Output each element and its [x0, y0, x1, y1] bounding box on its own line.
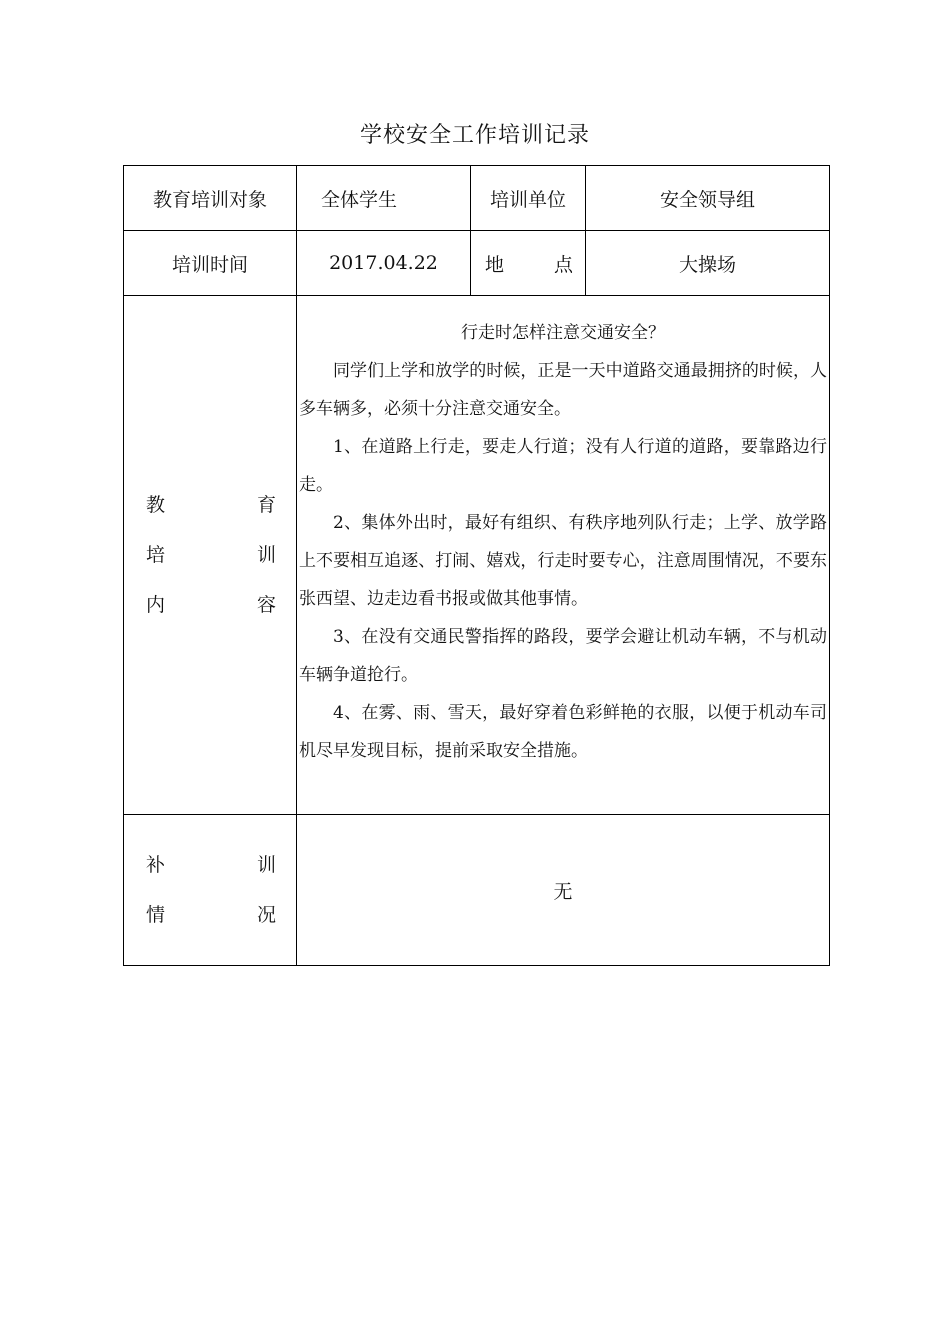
training-time-label: 培训时间	[124, 231, 297, 296]
content-paragraph: 3、在没有交通民警指挥的路段，要学会避让机动车辆，不与机动车辆争道抢行。	[299, 627, 827, 685]
content-paragraph: 4、在雾、雨、雪天，最好穿着色彩鲜艳的衣服，以便于机动车司机尽早发现目标，提前采取安全措施。	[299, 703, 827, 761]
location-value: 大操场	[586, 231, 830, 296]
training-unit-label: 培训单位	[471, 166, 586, 231]
content-paragraph: 1、在道路上行走，要走人行道；没有人行道的道路，要靠路边行走。	[299, 437, 827, 495]
content-label: 教 育 培 训 内 容	[124, 296, 297, 815]
content-heading: 行走时怎样注意交通安全？	[461, 323, 665, 343]
location-label-char: 点	[553, 253, 573, 276]
table-row	[124, 296, 830, 815]
training-unit-value: 安全领导组	[586, 166, 830, 231]
content-paragraph: 2、集体外出时，最好有组织、有秩序地列队行走；上学、放学路上不要相互追逐、打闹、嬉戏，行走时要专心，注意周围情况，不要东张西望、边走边看书报或做其他事情。	[299, 513, 827, 609]
training-record-table	[123, 165, 830, 966]
training-target-label: 教育培训对象	[124, 166, 297, 231]
content-paragraph: 同学们上学和放学的时候，正是一天中道路交通最拥挤的时候，人多车辆多，必须十分注意交通安全。	[299, 361, 827, 419]
training-content	[297, 296, 830, 815]
table-row	[124, 815, 830, 966]
training-time-value: 2017.04.22	[297, 231, 471, 296]
training-target-value: 全体学生	[297, 166, 471, 231]
table-row	[124, 166, 830, 231]
document-title: 学校安全工作培训记录	[359, 123, 590, 148]
supplement-value: 无	[297, 815, 830, 966]
location-label-char: 地	[485, 253, 505, 276]
supplement-label: 补 训 情 况	[124, 815, 297, 966]
location-label	[471, 231, 586, 296]
table-row	[124, 231, 830, 296]
